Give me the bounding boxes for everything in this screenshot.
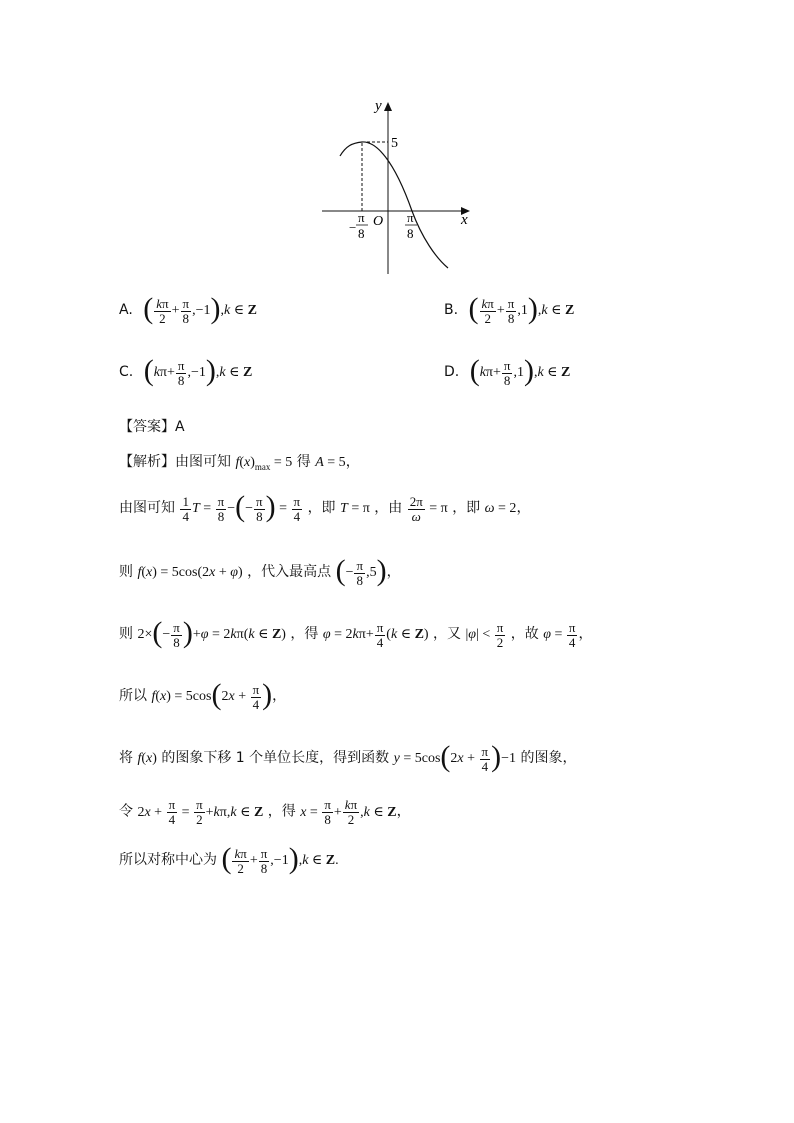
right-tick-denominator: 8 (407, 226, 414, 241)
x-axis-label: x (461, 212, 468, 228)
y-axis-arrow (384, 102, 392, 111)
analysis-line-4: 则 2×(− $\frac{\pi}{8}$ )+φ = 2kπ(k ∈ Z) ，得 φ = 2kπ+ $\frac{\pi}{4}$ (k ∈ Z) ，又 |φ| < $\frac{\pi}{2}$ ，故 φ = $\frac{\pi}{4}$ ， (119, 616, 593, 650)
option-d: D. (kπ+ $\frac{\pi}{8}$ ,1),k ∈ Z (444, 354, 571, 388)
origin-label: O (373, 214, 384, 229)
analysis-line-2-prefix: 由图可知 (119, 500, 175, 517)
analysis-line-4-mid2: ，又 (433, 626, 462, 643)
analysis-line-8: 所以对称中心为 ( $\frac{k\pi}{2}$ + $\frac{\pi}{8}$ ,−1),k ∈ Z. (119, 842, 339, 876)
analysis-line-4-mid3: ，故 (510, 626, 539, 643)
cosine-curve (340, 142, 448, 268)
option-a: A. ( $\frac{k\pi}{2}$ + $\frac{\pi}{8}$ ,−1),k ∈ Z (119, 292, 257, 326)
analysis-line-5-prefix: 所以 (119, 688, 147, 705)
analysis-line-3: 则 f(x) = 5cos(2x + φ) ，代入最高点 (− $\frac{\pi}{8}$ ,5)， (119, 554, 401, 588)
analysis-line-4-mid1: ，得 (290, 626, 319, 643)
left-tick-numerator: π (358, 210, 365, 225)
analysis-line-7-mid: ，得 (267, 803, 296, 820)
analysis-line-6-suffix: 的图象， (520, 750, 577, 767)
option-b: B. ( $\frac{k\pi}{2}$ + $\frac{\pi}{8}$ ,1),k ∈ Z (444, 292, 575, 326)
left-tick-sign: − (349, 220, 357, 235)
option-d-label: D. (444, 364, 460, 381)
analysis-line-6: 将 f(x) 的图象下移 1 个单位长度，得到函数 y = 5cos(2x + $\frac{\pi}{4}$ )−1 的图象， (119, 740, 577, 774)
answer-line: 【答案】A (119, 419, 185, 435)
option-b-label: B. (444, 302, 459, 319)
y-axis-label: y (375, 98, 382, 114)
analysis-line-1-mid: 得 (296, 454, 311, 470)
analysis-line-7: 令 2x + $\frac{\pi}{4}$ = $\frac{\pi}{2}$ +kπ,k ∈ Z ，得 x = $\frac{\pi}{8}$ + $\frac{k\pi}{2}$ ,k ∈ Z， (119, 797, 411, 827)
right-tick-numerator: π (407, 210, 414, 225)
function-graph (318, 96, 478, 276)
analysis-line-2-mid1: ，即 (307, 500, 336, 517)
analysis-line-6-mid: 的图象下移 1 个单位长度，得到函数 (161, 750, 390, 767)
option-c-label: C. (119, 364, 134, 381)
analysis-line-5: 所以 f(x) = 5cos(2x + $\frac{\pi}{4}$ )， (119, 678, 287, 712)
max-value-label: 5 (391, 136, 398, 151)
option-a-label: A. (119, 302, 133, 319)
option-c: C. (kπ+ $\frac{\pi}{8}$ ,−1),k ∈ Z (119, 354, 253, 388)
analysis-line-2-mid3: ，即 (452, 500, 481, 517)
analysis-line-8-prefix: 所以对称中心为 (119, 852, 217, 869)
left-tick-denominator: 8 (358, 226, 365, 241)
analysis-line-3-mid: ，代入最高点 (247, 564, 332, 581)
analysis-line-1-prefix: 【解析】由图可知 (119, 454, 231, 470)
analysis-line-2: 由图可知 $\frac{1}{4}$ T = $\frac{\pi}{8}$ −(− $\frac{\pi}{8}$ ) = $\frac{\pi}{4}$ ，即 T = π ，由 $\frac{2\pi}{\omega}$ = π ，即 ω = 2， (119, 490, 531, 524)
analysis-line-3-prefix: 则 (119, 564, 133, 581)
analysis-line-7-prefix: 令 (119, 803, 133, 820)
analysis-line-1: 【解析】由图可知 $f(x)_{max} = 5$ 得 A = 5， (119, 454, 360, 472)
analysis-line-4-prefix: 则 (119, 626, 133, 643)
analysis-line-6-prefix: 将 (119, 750, 133, 767)
analysis-line-2-mid2: ，由 (374, 500, 403, 517)
